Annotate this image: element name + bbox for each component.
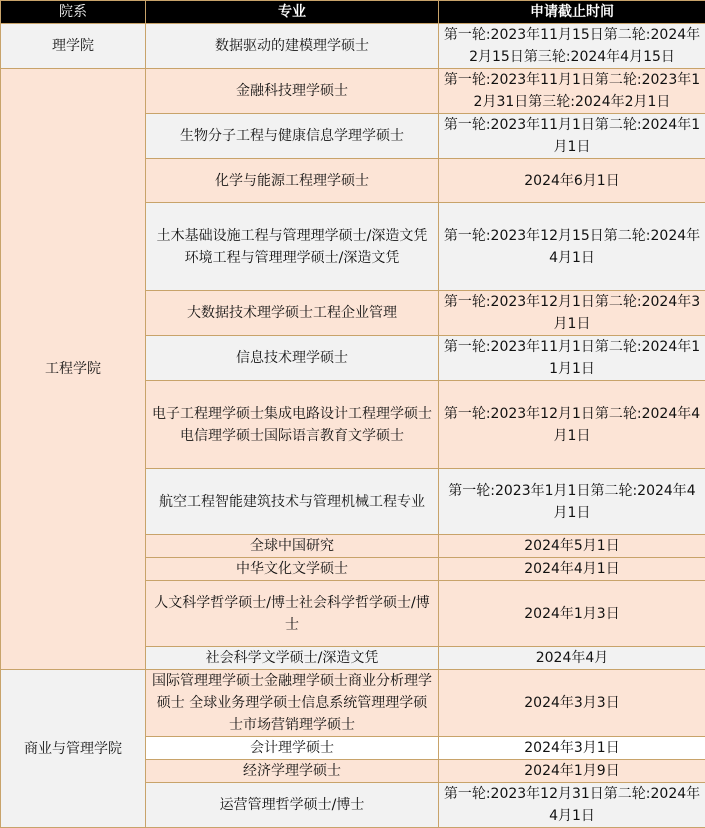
deadline-cell: 第一轮:2023年12月15日第二轮:2024年4月1日: [439, 203, 705, 291]
deadline-cell: 第一轮:2023年11月15日第二轮:2024年2月15日第三轮:2024年4月15日: [439, 24, 705, 69]
table-row: [1, 670, 705, 737]
major-cell: 金融科技理学硕士: [146, 69, 439, 114]
deadline-cell: 2024年5月1日: [439, 535, 705, 558]
header-major: 专业: [146, 1, 439, 24]
major-cell: 国际管理理学硕士金融理学硕士商业分析理学硕士 全球业务理学硕士信息系统管理理学硕士市场营销理学硕士: [146, 670, 439, 737]
college-cell: 理学院: [1, 24, 146, 69]
major-cell: 会计理学硕士: [146, 737, 439, 760]
major-cell: 土木基础设施工程与管理理学硕士/深造文凭环境工程与管理理学硕士/深造文凭: [146, 203, 439, 291]
major-cell: 信息技术理学硕士: [146, 336, 439, 381]
major-cell: 大数据技术理学硕士工程企业管理: [146, 291, 439, 336]
table-row: [1, 24, 705, 69]
deadline-cell: 2024年1月3日: [439, 581, 705, 647]
major-cell: 经济学理学硕士: [146, 760, 439, 783]
header-college: 院系: [1, 1, 146, 24]
deadline-cell: 2024年6月1日: [439, 159, 705, 203]
major-cell: 社会科学文学硕士/深造文凭: [146, 647, 439, 670]
major-cell: 航空工程智能建筑技术与管理机械工程专业: [146, 469, 439, 535]
major-cell: 全球中国研究: [146, 535, 439, 558]
header-deadline: 申请截止时间: [439, 1, 705, 24]
major-cell: 数据驱动的建模理学硕士: [146, 24, 439, 69]
deadline-cell: 第一轮:2023年11月1日第二轮:2024年11月1日: [439, 336, 705, 381]
deadline-cell: 第一轮:2023年11月1日第二轮:2024年1月1日: [439, 114, 705, 159]
college-cell: 工程学院: [1, 69, 146, 670]
major-cell: 中华文化文学硕士: [146, 558, 439, 581]
college-cell: 商业与管理学院: [1, 670, 146, 828]
major-cell: 电子工程理学硕士集成电路设计工程理学硕士电信理学硕士国际语言教育文学硕士: [146, 381, 439, 469]
deadline-cell: 第一轮:2023年12月1日第二轮:2024年4月1日: [439, 381, 705, 469]
major-cell: 生物分子工程与健康信息学理学硕士: [146, 114, 439, 159]
deadline-cell: 2024年1月9日: [439, 760, 705, 783]
deadline-cell: 第一轮:2023年1月1日第二轮:2024年4月1日: [439, 469, 705, 535]
major-cell: 人文科学哲学硕士/博士社会科学哲学硕士/博士: [146, 581, 439, 647]
deadline-cell: 2024年3月3日: [439, 670, 705, 737]
deadline-cell: 2024年3月1日: [439, 737, 705, 760]
deadline-cell: 2024年4月1日: [439, 558, 705, 581]
deadline-cell: 第一轮:2023年12月31日第二轮:2024年4月1日: [439, 783, 705, 828]
major-cell: 化学与能源工程理学硕士: [146, 159, 439, 203]
major-cell: 运营管理哲学硕士/博士: [146, 783, 439, 828]
deadline-cell: 2024年4月: [439, 647, 705, 670]
table-row: [1, 69, 705, 114]
deadline-cell: 第一轮:2023年11月1日第二轮:2023年12月31日第三轮:2024年2月1日: [439, 69, 705, 114]
header-row: [1, 1, 705, 24]
deadline-cell: 第一轮:2023年12月1日第二轮:2024年3月1日: [439, 291, 705, 336]
